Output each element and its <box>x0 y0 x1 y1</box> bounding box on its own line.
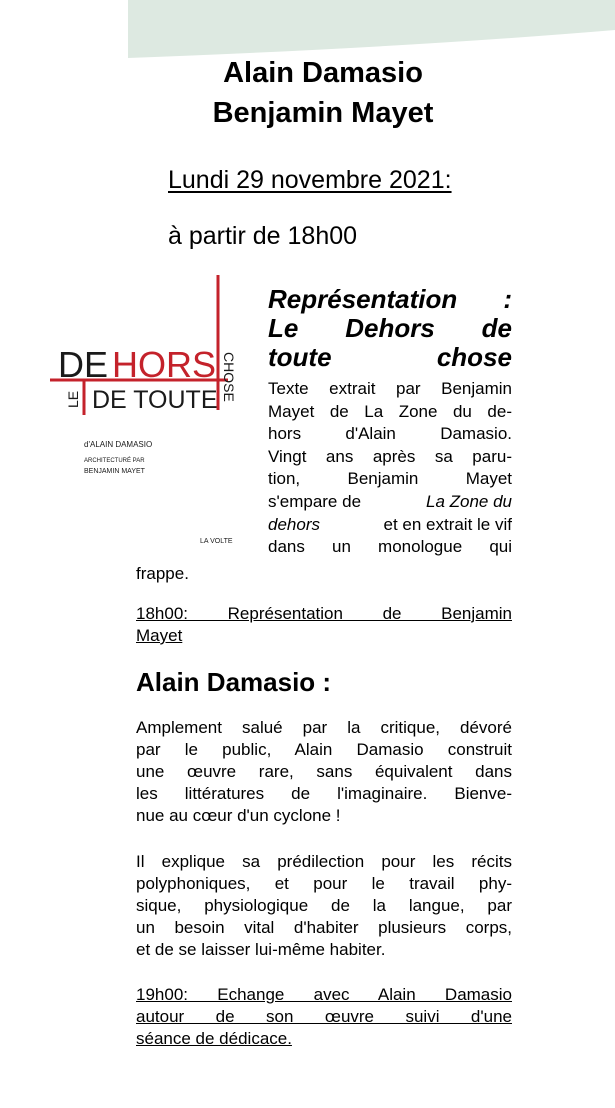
bio-line: et de se laisser lui-même habiter. <box>136 940 386 959</box>
cover-word-de-toute: DE TOUTE <box>92 386 218 414</box>
schedule-line: autour de son œuvre suivi d'une <box>136 1007 512 1026</box>
cover-architecture: ARCHITECTURÉ PAR <box>84 458 145 464</box>
schedule-line: 19h00: Echange avec Alain Damasio <box>136 985 512 1004</box>
bio-line: une œuvre rare, sans équivalent dans <box>136 762 512 781</box>
desc-line: Mayet de La Zone du de- <box>268 401 512 421</box>
title-line-1: Alain Damasio <box>223 57 423 89</box>
desc-line: et en extrait le vif <box>383 514 512 534</box>
event-description-end: frappe. <box>136 564 189 583</box>
schedule-performance <box>136 603 512 647</box>
event-date: Lundi 29 novembre 2021: <box>168 166 452 194</box>
schedule-line: séance de dédicace. <box>136 1029 292 1048</box>
bio-line: les littératures de l'imaginaire. Bienve- <box>136 784 512 803</box>
desc-line: Vingt ans après sa paru- <box>268 446 512 466</box>
desc-book-title: La Zone du <box>425 491 512 511</box>
bio-line: polyphoniques, et pour le travail phy- <box>136 874 512 893</box>
desc-line-mixed <box>268 514 512 537</box>
cover-publisher: LA VOLTE <box>200 538 233 545</box>
event-description <box>268 378 512 559</box>
cover-word-chose: CHOSE <box>221 352 237 402</box>
bio-line: Amplement salué par la critique, dévoré <box>136 718 512 737</box>
book-cover <box>50 270 250 555</box>
cover-author: d'ALAIN DAMASIO <box>84 440 153 449</box>
cover-word-de: DE <box>58 344 109 385</box>
cover-word-le: LE <box>65 390 81 408</box>
page-title <box>0 53 615 133</box>
desc-line: tion, Benjamin Mayet <box>268 469 512 489</box>
event-heading-line: Le Dehors de <box>268 313 512 343</box>
author-bio-2 <box>136 851 512 961</box>
header-decoration <box>0 0 615 58</box>
desc-book-title: dehors <box>268 514 320 534</box>
bio-line: sique, physiologique de la langue, par <box>136 896 512 915</box>
bio-line: un besoin vital d'habiter plusieurs corps, <box>136 918 512 937</box>
bio-line: Il explique sa prédilection pour les récits <box>136 852 512 871</box>
desc-line: s'empare de <box>268 491 362 511</box>
desc-line: hors d'Alain Damasio. <box>268 424 512 444</box>
cover-mayet: BENJAMIN MAYET <box>84 468 145 475</box>
title-line-2: Benjamin Mayet <box>212 97 434 129</box>
schedule-line: Mayet <box>136 626 183 645</box>
desc-line: Texte extrait par Benjamin <box>268 379 512 398</box>
schedule-exchange <box>136 984 512 1050</box>
event-heading-line: Représentation : <box>268 284 512 314</box>
author-heading: Alain Damasio : <box>136 667 332 697</box>
bio-line: par le public, Alain Damasio construit <box>136 740 512 759</box>
event-time: à partir de 18h00 <box>168 222 358 250</box>
author-bio-1 <box>136 717 512 827</box>
desc-line-mixed <box>268 491 512 514</box>
schedule-line: 18h00: Représentation de Benjamin <box>136 604 512 623</box>
event-heading <box>268 285 512 372</box>
bio-line: nue au cœur d'un cyclone ! <box>136 806 341 825</box>
desc-line: dans un monologue qui <box>268 537 512 557</box>
cover-word-hors: HORS <box>112 344 217 385</box>
event-heading-line: toute chose <box>268 342 512 372</box>
